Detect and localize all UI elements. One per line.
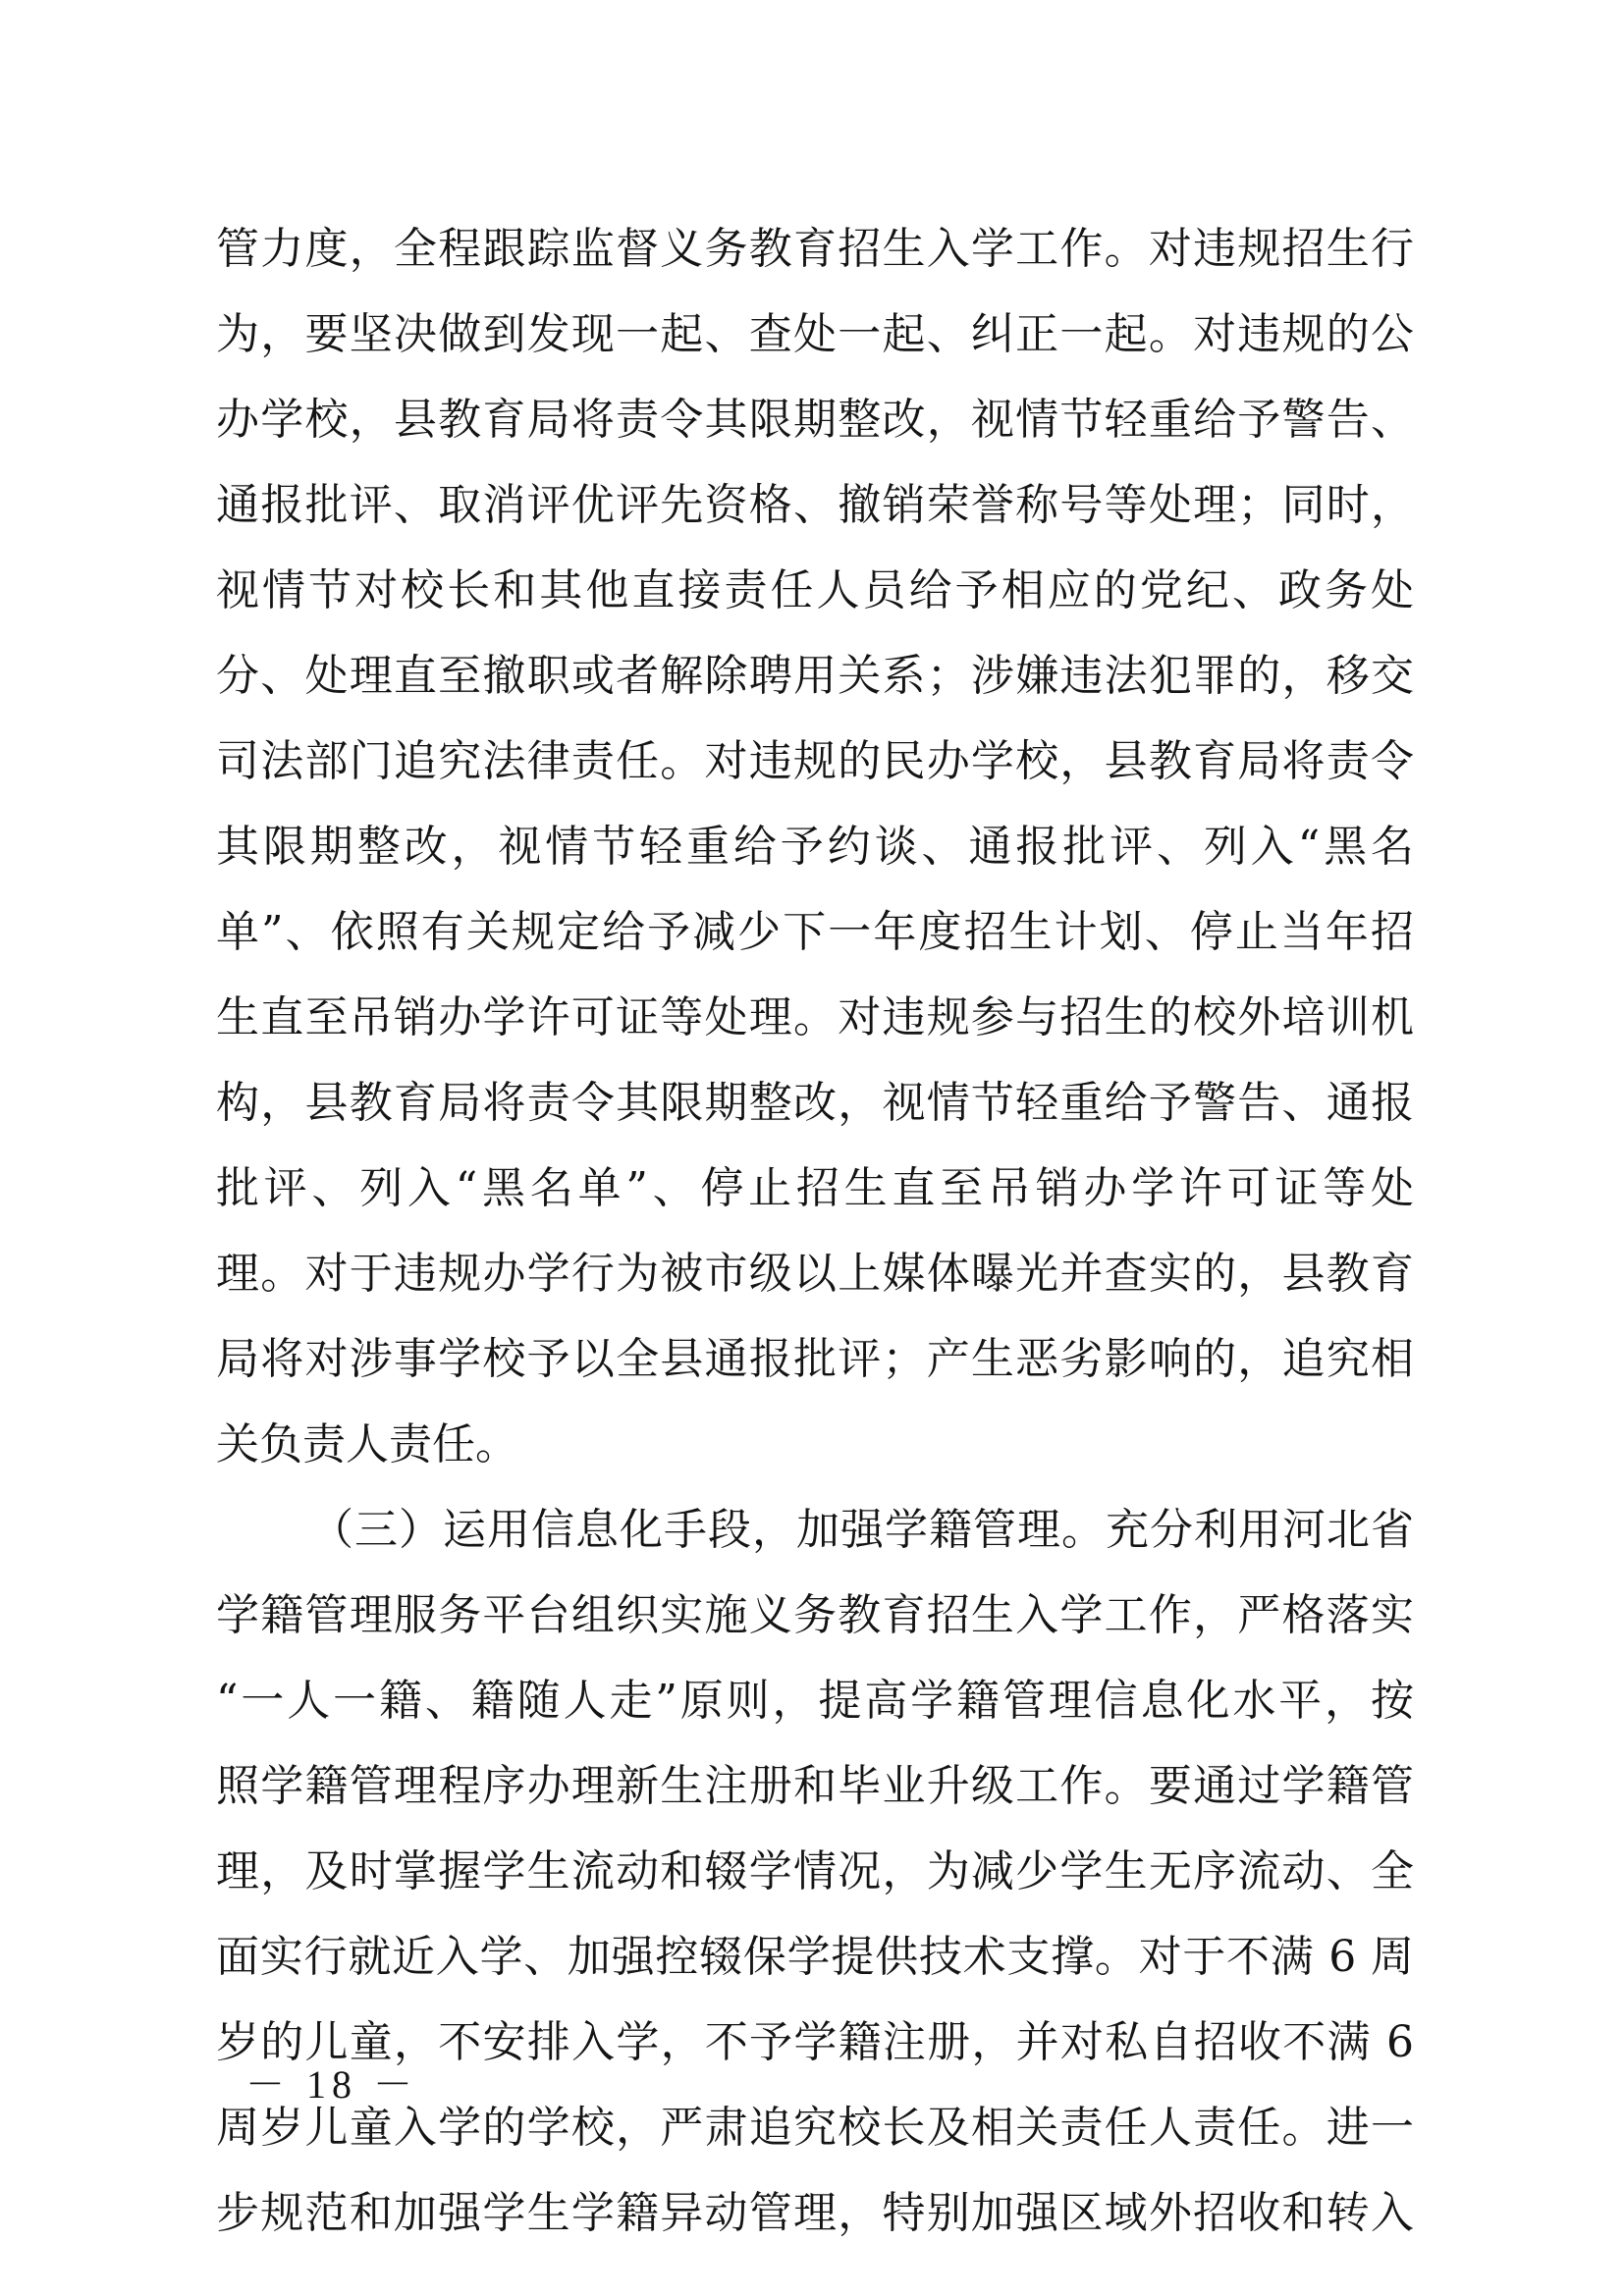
text-line: 生直至吊销办学许可证等处理。对违规参与招生的校外培训机 <box>216 992 1414 1042</box>
text-line: 通报批评、取消评优评先资格、撤销荣誉称号等处理；同时， <box>216 480 1414 530</box>
body-text <box>216 206 1414 2256</box>
text-line: 局将对涉事学校予以全县通报批评；产生恶劣影响的，追究相 <box>216 1334 1414 1384</box>
text-line: 批评、列入“黑名单”、停止招生直至吊销办学许可证等处 <box>216 1163 1414 1213</box>
text-line: 周岁儿童入学的学校，严肃追究校长及相关责任人责任。进一 <box>216 2103 1414 2153</box>
page-number: － 18 － <box>245 2062 418 2107</box>
text-line: 其限期整改，视情节轻重给予约谈、通报批评、列入“黑名 <box>216 822 1414 872</box>
text-line: “一人一籍、籍随人走”原则，提高学籍管理信息化水平，按 <box>216 1676 1414 1726</box>
text-line: 视情节对校长和其他直接责任人员给予相应的党纪、政务处 <box>216 565 1414 615</box>
text-line: 理，及时掌握学生流动和辍学情况，为减少学生无序流动、全 <box>216 1846 1414 1896</box>
text-line: 关负责人责任。 <box>216 1419 518 1469</box>
text-line: 照学籍管理程序办理新生注册和毕业升级工作。要通过学籍管 <box>216 1761 1414 1811</box>
text-line: 司法部门追究法律责任。对违规的民办学校，县教育局将责令 <box>216 736 1414 786</box>
text-line: 为，要坚决做到发现一起、查处一起、纠正一起。对违规的公 <box>216 309 1414 359</box>
text-line: 分、处理直至撤职或者解除聘用关系；涉嫌违法犯罪的，移交 <box>216 651 1414 701</box>
text-line: 步规范和加强学生学籍异动管理，特别加强区域外招收和转入 <box>216 2188 1414 2238</box>
text-line: 岁的儿童，不安排入学，不予学籍注册，并对私自招收不满 6 <box>216 2017 1414 2067</box>
text-line: 理。对于违规办学行为被市级以上媒体曝光并查实的，县教育 <box>216 1249 1414 1299</box>
text-line: 单”、依照有关规定给予减少下一年度招生计划、停止当年招 <box>216 907 1414 957</box>
section-heading-line: （三）运用信息化手段，加强学籍管理。充分利用河北省 <box>310 1505 1414 1555</box>
text-line: 办学校，县教育局将责令其限期整改，视情节轻重给予警告、 <box>216 395 1414 445</box>
text-line: 管力度，全程跟踪监督义务教育招生入学工作。对违规招生行 <box>216 224 1414 274</box>
text-line: 面实行就近入学、加强控辍保学提供技术支撑。对于不满 6 周 <box>216 1932 1414 1982</box>
text-line: 学籍管理服务平台组织实施义务教育招生入学工作，严格落实 <box>216 1590 1414 1640</box>
text-line: 构，县教育局将责令其限期整改，视情节轻重给予警告、通报 <box>216 1078 1414 1128</box>
